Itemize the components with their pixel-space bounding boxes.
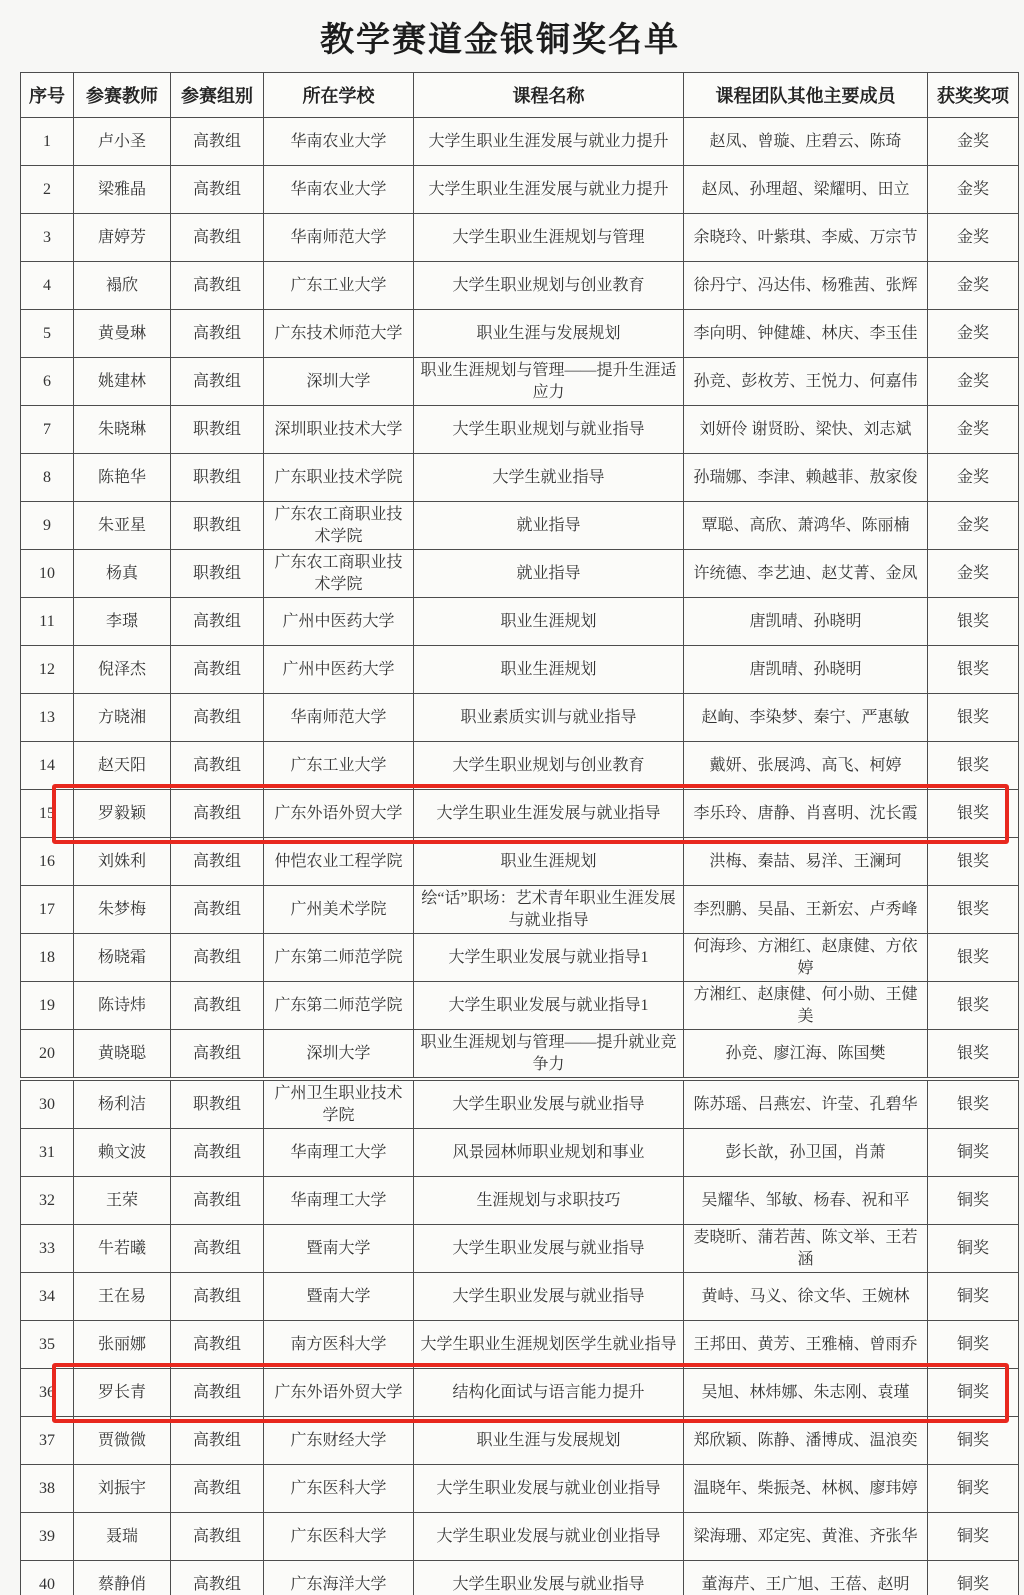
cell-group: 高教组 [171,1465,264,1513]
cell-no: 7 [21,406,74,454]
cell-team: 赵凤、孙理超、梁耀明、田立 [684,166,928,214]
cell-teacher: 罗毅颖 [74,790,171,838]
cell-no: 11 [21,598,74,646]
cell-award: 铜奖 [928,1465,1019,1513]
cell-team: 温晓年、柴振尧、林枫、廖玮婷 [684,1465,928,1513]
cell-team: 徐丹宁、冯达伟、杨雅茜、张辉 [684,262,928,310]
cell-school: 广州中医药大学 [264,646,414,694]
cell-no: 13 [21,694,74,742]
cell-group: 高教组 [171,1273,264,1321]
cell-teacher: 牛若曦 [74,1225,171,1273]
cell-award: 铜奖 [928,1321,1019,1369]
cell-award: 银奖 [928,646,1019,694]
header-award: 获奖奖项 [928,73,1019,118]
cell-course: 大学生职业发展与就业指导1 [414,934,684,982]
cell-course: 大学生职业生涯发展与就业指导 [414,790,684,838]
table-row [21,1561,1019,1595]
header-no: 序号 [21,73,74,118]
cell-course: 大学生职业发展与就业创业指导 [414,1513,684,1561]
table-row [21,1030,1019,1080]
cell-school: 华南师范大学 [264,214,414,262]
cell-teacher: 罗长青 [74,1369,171,1417]
cell-team: 何海珍、方湘红、赵康健、方依婷 [684,934,928,982]
cell-course: 职业生涯规划与管理——提升就业竞争力 [414,1030,684,1080]
cell-award: 铜奖 [928,1177,1019,1225]
cell-award: 金奖 [928,358,1019,406]
cell-school: 广东工业大学 [264,262,414,310]
cell-school: 深圳大学 [264,1030,414,1080]
cell-team: 孙竞、廖江海、陈国樊 [684,1030,928,1080]
cell-team: 梁海珊、邓定宪、黄淮、齐张华 [684,1513,928,1561]
cell-group: 高教组 [171,1321,264,1369]
cell-group: 高教组 [171,838,264,886]
cell-no: 30 [21,1079,74,1129]
cell-group: 高教组 [171,118,264,166]
cell-team: 王邦田、黄芳、王雅楠、曾雨乔 [684,1321,928,1369]
table-row [21,1321,1019,1369]
cell-no: 40 [21,1561,74,1595]
cell-group: 高教组 [171,1177,264,1225]
cell-teacher: 唐婷芳 [74,214,171,262]
cell-teacher: 王在易 [74,1273,171,1321]
header-course: 课程名称 [414,73,684,118]
cell-group: 高教组 [171,694,264,742]
cell-school: 广东外语外贸大学 [264,790,414,838]
cell-teacher: 赵天阳 [74,742,171,790]
cell-school: 仲恺农业工程学院 [264,838,414,886]
cell-course: 大学生职业生涯发展与就业力提升 [414,118,684,166]
cell-no: 39 [21,1513,74,1561]
cell-team: 许统德、李艺迪、赵艾菁、金凤 [684,550,928,598]
table-row [21,1129,1019,1177]
cell-school: 广东医科大学 [264,1513,414,1561]
cell-school: 广东外语外贸大学 [264,1369,414,1417]
cell-group: 高教组 [171,646,264,694]
cell-no: 10 [21,550,74,598]
cell-no: 18 [21,934,74,982]
cell-school: 广州美术学院 [264,886,414,934]
cell-team: 彭长歆，孙卫国，肖萧 [684,1129,928,1177]
cell-teacher: 杨真 [74,550,171,598]
table-row [21,1417,1019,1465]
cell-school: 南方医科大学 [264,1321,414,1369]
table-row [21,838,1019,886]
cell-school: 广东第二师范学院 [264,934,414,982]
cell-no: 34 [21,1273,74,1321]
cell-school: 深圳职业技术大学 [264,406,414,454]
cell-group: 高教组 [171,934,264,982]
cell-award: 铜奖 [928,1369,1019,1417]
cell-teacher: 姚建林 [74,358,171,406]
cell-award: 金奖 [928,406,1019,454]
cell-team: 赵凤、曾璇、庄碧云、陈琦 [684,118,928,166]
cell-award: 金奖 [928,550,1019,598]
table-row [21,1225,1019,1273]
cell-award: 银奖 [928,742,1019,790]
cell-teacher: 聂瑞 [74,1513,171,1561]
cell-award: 铜奖 [928,1513,1019,1561]
table-row [21,214,1019,262]
header-teacher: 参赛教师 [74,73,171,118]
header-school: 所在学校 [264,73,414,118]
cell-course: 职业生涯与发展规划 [414,1417,684,1465]
cell-no: 8 [21,454,74,502]
cell-award: 金奖 [928,502,1019,550]
cell-award: 金奖 [928,262,1019,310]
cell-course: 大学生职业发展与就业创业指导 [414,1465,684,1513]
cell-no: 4 [21,262,74,310]
cell-team: 吴耀华、邹敏、杨春、祝和平 [684,1177,928,1225]
cell-course: 风景园林师职业规划和事业 [414,1129,684,1177]
cell-award: 金奖 [928,454,1019,502]
cell-course: 大学生就业指导 [414,454,684,502]
cell-course: 大学生职业发展与就业指导1 [414,982,684,1030]
cell-no: 16 [21,838,74,886]
cell-course: 绘“话”职场：艺术青年职业生涯发展与就业指导 [414,886,684,934]
cell-course: 大学生职业发展与就业指导 [414,1225,684,1273]
table-row [21,982,1019,1030]
cell-team: 赵峋、李染梦、秦宁、严惠敏 [684,694,928,742]
cell-course: 大学生职业生涯规划医学生就业指导 [414,1321,684,1369]
cell-group: 职教组 [171,406,264,454]
cell-school: 华南农业大学 [264,166,414,214]
table-row [21,550,1019,598]
cell-team: 李乐玲、唐静、肖喜明、沈长霞 [684,790,928,838]
cell-teacher: 杨晓霜 [74,934,171,982]
cell-no: 19 [21,982,74,1030]
cell-course: 大学生职业生涯发展与就业力提升 [414,166,684,214]
cell-teacher: 蔡静俏 [74,1561,171,1595]
cell-group: 高教组 [171,358,264,406]
cell-team: 洪梅、秦喆、易洋、王澜珂 [684,838,928,886]
cell-teacher: 倪泽杰 [74,646,171,694]
table-row [21,1177,1019,1225]
cell-group: 高教组 [171,1369,264,1417]
cell-team: 余晓玲、叶紫琪、李威、万宗节 [684,214,928,262]
cell-no: 32 [21,1177,74,1225]
cell-no: 17 [21,886,74,934]
cell-school: 广东第二师范学院 [264,982,414,1030]
cell-school: 华南理工大学 [264,1177,414,1225]
cell-team: 刘妍伶 谢贤盼、梁快、刘志斌 [684,406,928,454]
cell-teacher: 黄晓聪 [74,1030,171,1080]
cell-teacher: 朱亚星 [74,502,171,550]
cell-school: 华南农业大学 [264,118,414,166]
cell-team: 董海芹、王广旭、王蓓、赵明 [684,1561,928,1595]
cell-school: 广东技术师范大学 [264,310,414,358]
table-row [21,454,1019,502]
cell-teacher: 王荣 [74,1177,171,1225]
cell-group: 职教组 [171,550,264,598]
cell-no: 2 [21,166,74,214]
table-row [21,1369,1019,1417]
table-row [21,1273,1019,1321]
cell-school: 广州卫生职业技术学院 [264,1079,414,1129]
cell-award: 银奖 [928,934,1019,982]
cell-course: 职业生涯规划 [414,646,684,694]
cell-teacher: 卢小圣 [74,118,171,166]
cell-group: 高教组 [171,1513,264,1561]
cell-school: 广州中医药大学 [264,598,414,646]
cell-teacher: 贾微微 [74,1417,171,1465]
cell-course: 就业指导 [414,550,684,598]
cell-team: 方湘红、赵康健、何小勋、王健美 [684,982,928,1030]
cell-award: 银奖 [928,838,1019,886]
cell-school: 广东医科大学 [264,1465,414,1513]
cell-group: 高教组 [171,1030,264,1080]
cell-no: 12 [21,646,74,694]
cell-teacher: 刘振宇 [74,1465,171,1513]
cell-course: 大学生职业发展与就业指导 [414,1561,684,1595]
table-row [21,358,1019,406]
cell-group: 高教组 [171,742,264,790]
table-row [21,742,1019,790]
cell-team: 唐凯晴、孙晓明 [684,598,928,646]
header-group: 参赛组别 [171,73,264,118]
cell-teacher: 朱梦梅 [74,886,171,934]
cell-teacher: 李璟 [74,598,171,646]
cell-school: 暨南大学 [264,1225,414,1273]
table-row [21,1079,1019,1129]
cell-team: 陈苏瑶、吕燕宏、许莹、孔碧华 [684,1079,928,1129]
cell-award: 铜奖 [928,1225,1019,1273]
awards-table [20,72,1019,1595]
cell-team: 李向明、钟健雄、林庆、李玉佳 [684,310,928,358]
cell-teacher: 陈诗炜 [74,982,171,1030]
cell-school: 深圳大学 [264,358,414,406]
cell-group: 高教组 [171,166,264,214]
cell-award: 金奖 [928,214,1019,262]
cell-award: 铜奖 [928,1273,1019,1321]
table-row [21,406,1019,454]
cell-school: 暨南大学 [264,1273,414,1321]
cell-no: 36 [21,1369,74,1417]
cell-group: 高教组 [171,1129,264,1177]
cell-no: 35 [21,1321,74,1369]
cell-award: 银奖 [928,982,1019,1030]
cell-group: 高教组 [171,982,264,1030]
cell-team: 吴旭、林炜娜、朱志刚、袁瑾 [684,1369,928,1417]
table-row [21,262,1019,310]
cell-course: 大学生职业规划与创业教育 [414,742,684,790]
cell-course: 职业素质实训与就业指导 [414,694,684,742]
cell-no: 31 [21,1129,74,1177]
cell-no: 5 [21,310,74,358]
cell-award: 铜奖 [928,1561,1019,1595]
cell-award: 金奖 [928,118,1019,166]
cell-school: 广东工业大学 [264,742,414,790]
cell-school: 广东海洋大学 [264,1561,414,1595]
cell-teacher: 褟欣 [74,262,171,310]
cell-course: 就业指导 [414,502,684,550]
cell-award: 银奖 [928,886,1019,934]
cell-teacher: 刘姝利 [74,838,171,886]
cell-team: 麦晓昕、蒲若茜、陈文举、王若涵 [684,1225,928,1273]
cell-no: 37 [21,1417,74,1465]
cell-group: 职教组 [171,502,264,550]
cell-group: 职教组 [171,454,264,502]
cell-team: 唐凯晴、孙晓明 [684,646,928,694]
cell-group: 高教组 [171,790,264,838]
cell-team: 孙瑞娜、李津、赖越菲、敖家俊 [684,454,928,502]
cell-group: 高教组 [171,1417,264,1465]
cell-school: 广东农工商职业技术学院 [264,550,414,598]
cell-group: 高教组 [171,214,264,262]
cell-group: 高教组 [171,598,264,646]
cell-award: 银奖 [928,694,1019,742]
table-row [21,694,1019,742]
header-row [21,73,1019,118]
cell-course: 生涯规划与求职技巧 [414,1177,684,1225]
cell-teacher: 杨利洁 [74,1079,171,1129]
cell-group: 高教组 [171,310,264,358]
header-team: 课程团队其他主要成员 [684,73,928,118]
cell-course: 大学生职业发展与就业指导 [414,1273,684,1321]
table-row [21,1465,1019,1513]
table-row [21,598,1019,646]
cell-course: 职业生涯与发展规划 [414,310,684,358]
cell-no: 38 [21,1465,74,1513]
cell-award: 铜奖 [928,1417,1019,1465]
cell-school: 广东农工商职业技术学院 [264,502,414,550]
table-row [21,886,1019,934]
table-header [21,73,1019,118]
table-row [21,118,1019,166]
cell-teacher: 赖文波 [74,1129,171,1177]
cell-award: 银奖 [928,1030,1019,1080]
cell-school: 华南理工大学 [264,1129,414,1177]
cell-team: 孙竞、彭枚芳、王悦力、何嘉伟 [684,358,928,406]
cell-no: 14 [21,742,74,790]
cell-no: 20 [21,1030,74,1080]
cell-school: 广东职业技术学院 [264,454,414,502]
cell-team: 郑欣颖、陈静、潘博成、温浪奕 [684,1417,928,1465]
cell-group: 高教组 [171,262,264,310]
cell-teacher: 张丽娜 [74,1321,171,1369]
cell-no: 9 [21,502,74,550]
cell-no: 33 [21,1225,74,1273]
table-body [21,118,1019,1595]
cell-no: 15 [21,790,74,838]
cell-school: 广东财经大学 [264,1417,414,1465]
cell-school: 华南师范大学 [264,694,414,742]
cell-no: 6 [21,358,74,406]
cell-course: 职业生涯规划 [414,838,684,886]
cell-no: 1 [21,118,74,166]
cell-group: 高教组 [171,1225,264,1273]
cell-team: 戴妍、张展鸿、高飞、柯婷 [684,742,928,790]
cell-award: 银奖 [928,1079,1019,1129]
cell-teacher: 朱晓琳 [74,406,171,454]
cell-team: 李烈鹏、吴晶、王新宏、卢秀峰 [684,886,928,934]
cell-course: 大学生职业生涯规划与管理 [414,214,684,262]
cell-course: 职业生涯规划 [414,598,684,646]
cell-course: 大学生职业发展与就业指导 [414,1079,684,1129]
cell-team: 黄峙、马义、徐文华、王婉林 [684,1273,928,1321]
cell-no: 3 [21,214,74,262]
cell-course: 大学生职业规划与就业指导 [414,406,684,454]
cell-group: 职教组 [171,1079,264,1129]
page-title: 教学赛道金银铜奖名单 [320,22,680,59]
table-row [21,310,1019,358]
cell-teacher: 黄曼琳 [74,310,171,358]
cell-award: 银奖 [928,598,1019,646]
cell-course: 结构化面试与语言能力提升 [414,1369,684,1417]
table-row [21,646,1019,694]
cell-award: 铜奖 [928,1129,1019,1177]
cell-group: 高教组 [171,1561,264,1595]
table-row [21,1513,1019,1561]
table-row [21,502,1019,550]
table-row [21,934,1019,982]
cell-course: 大学生职业规划与创业教育 [414,262,684,310]
table-row [21,166,1019,214]
table-row [21,790,1019,838]
cell-award: 金奖 [928,310,1019,358]
cell-team: 覃聪、高欣、萧鸿华、陈丽楠 [684,502,928,550]
cell-teacher: 梁雅晶 [74,166,171,214]
cell-group: 高教组 [171,886,264,934]
cell-teacher: 方晓湘 [74,694,171,742]
cell-award: 银奖 [928,790,1019,838]
cell-teacher: 陈艳华 [74,454,171,502]
cell-award: 金奖 [928,166,1019,214]
cell-course: 职业生涯规划与管理——提升生涯适应力 [414,358,684,406]
